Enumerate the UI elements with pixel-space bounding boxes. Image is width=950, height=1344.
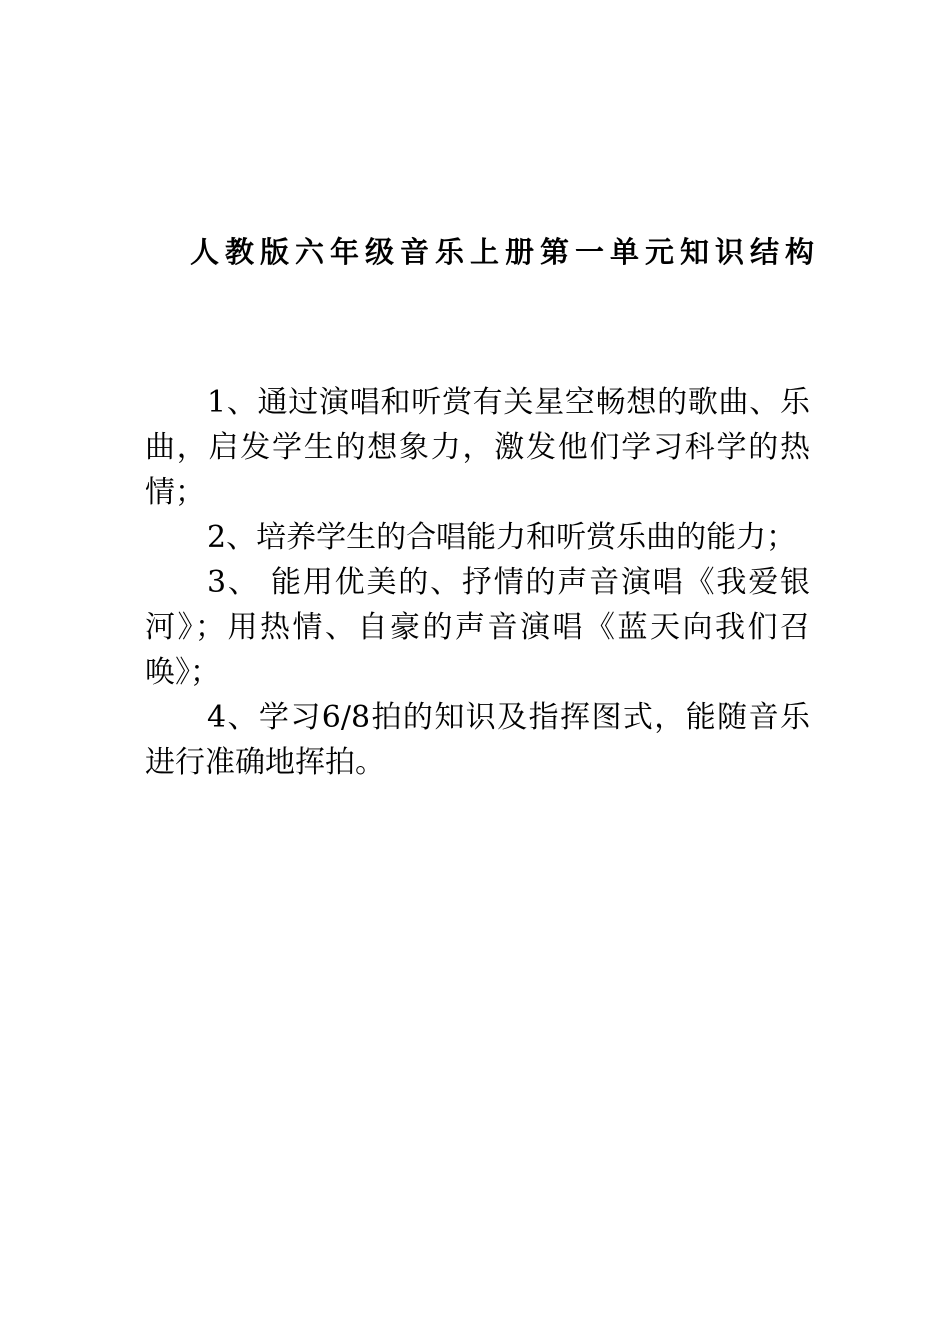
paragraph-2: 2、培养学生的合唱能力和听赏乐曲的能力； [207, 520, 797, 555]
paragraph-1: 1、通过演唱和听赏有关星空畅想的歌曲、乐曲，启发学生的想象力，激发他们学习科学的热情； [145, 385, 810, 510]
paragraph-4: 4、学习6/8拍的知识及指挥图式，能随音乐进行准确地挥拍。 [145, 700, 810, 780]
document-title: 人教版六年级音乐上册第一单元知识结构 [189, 235, 820, 269]
document-body [145, 380, 810, 785]
paragraph-3: 3、 能用优美的、抒情的声音演唱《我爱银河》；用热情、自豪的声音演唱《蓝天向我们召唤》； [145, 565, 810, 690]
